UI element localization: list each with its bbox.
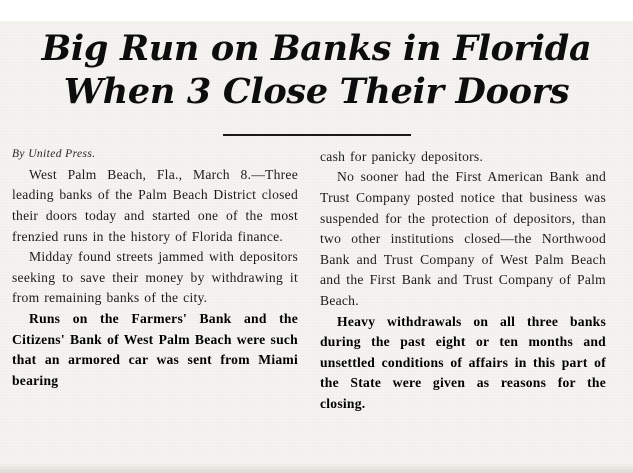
article-body xyxy=(0,147,633,415)
paragraph: cash for panicky depositors. xyxy=(320,148,484,164)
article-column-left xyxy=(12,147,298,415)
paragraph: West Palm Beach, Fla., March 8.—Three leading banks of the Palm Beach District closed their doors today and started one of the most frenzied runs in the history of Florida finance. xyxy=(12,166,298,244)
newspaper-clipping xyxy=(0,21,633,473)
page-edge-shadow xyxy=(0,463,633,473)
paragraph: Midday found streets jammed with depositors seeking to save their money by withdrawing it from remaining banks of the city. xyxy=(12,249,298,306)
article-column-right xyxy=(320,147,606,415)
byline: By United Press. xyxy=(12,147,96,160)
paragraph: Heavy withdrawals on all three banks during the past eight or ten months and unsettled conditions of affairs in this part of the State were given as reasons for the closing. xyxy=(320,313,606,411)
headline-line-1: Big Run on Banks in Florida xyxy=(41,28,592,70)
paragraph: Runs on the Farmers' Bank and the Citizens' Bank of West Palm Beach were such that an armored car was sent from Miami bearing xyxy=(12,311,298,388)
paragraph: No sooner had the First American Bank and Trust Company posted notice that business was suspended for the protection of depositors, than two other institutions closed—the Northwood Bank and Trust Company of West Palm Beach and the First Bank and Trust Company of Palm Beach. xyxy=(320,169,606,309)
headline-line-2: When 3 Close Their Doors xyxy=(63,71,570,113)
article-headline xyxy=(0,21,633,112)
headline-divider-rule xyxy=(223,134,411,136)
